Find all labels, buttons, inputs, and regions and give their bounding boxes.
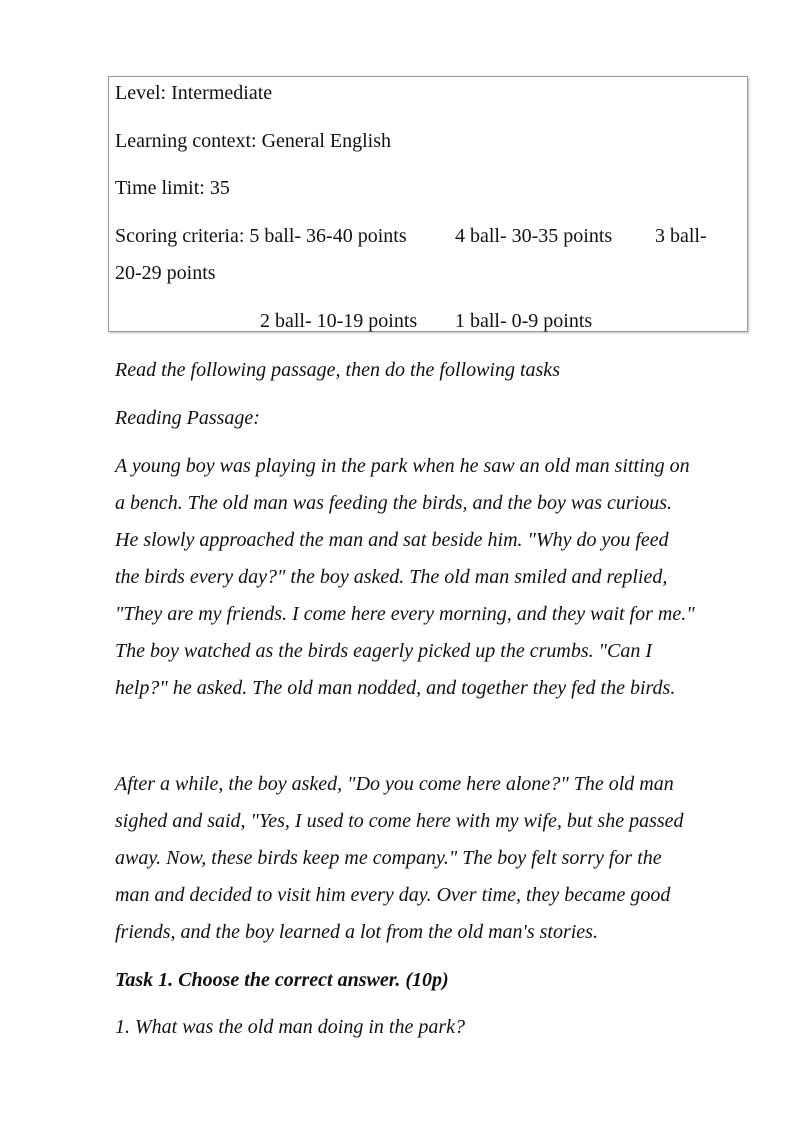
paragraph-line: a bench. The old man was feeding the birds, and the boy was curious.: [115, 492, 672, 514]
paragraph-line: sighed and said, "Yes, I used to come here with my wife, but she passed: [115, 810, 684, 832]
paragraph-line: A young boy was playing in the park when he saw an old man sitting on: [115, 455, 690, 477]
time-limit-label: Time limit: 35: [115, 177, 230, 199]
passage-heading: Reading Passage:: [115, 407, 260, 429]
paragraph-line: After a while, the boy asked, "Do you come here alone?" The old man: [115, 773, 674, 795]
paragraph-line: help?" he asked. The old man nodded, and together they fed the birds.: [115, 677, 676, 699]
paragraph-line: He slowly approached the man and sat beside him. "Why do you feed: [115, 529, 669, 551]
paragraph-line: friends, and the boy learned a lot from the old man's stories.: [115, 921, 598, 943]
level-label: Level: Intermediate: [115, 82, 273, 104]
paragraph-line: away. Now, these birds keep me company." The boy felt sorry for the: [115, 847, 662, 869]
info-box: [108, 76, 748, 332]
paragraph-line: the birds every day?" the boy asked. The old man smiled and replied,: [115, 566, 668, 588]
scoring-criteria-3-ball: 3 ball-: [655, 225, 707, 247]
paragraph-line: man and decided to visit him every day. Over time, they became good: [115, 884, 671, 906]
scoring-criteria-3-ball-range: 20-29 points: [115, 262, 216, 284]
scoring-criteria-4-ball: 4 ball- 30-35 points: [455, 225, 613, 247]
learning-context-label: Learning context: General English: [115, 130, 392, 152]
paragraph-line: The boy watched as the birds eagerly picked up the crumbs. "Can I: [115, 640, 653, 662]
instructions: Read the following passage, then do the following tasks: [115, 359, 560, 381]
paragraph-line: "They are my friends. I come here every morning, and they wait for me.": [115, 603, 695, 625]
scoring-criteria-5-ball: Scoring criteria: 5 ball- 36-40 points: [115, 225, 407, 247]
question-1: 1. What was the old man doing in the park?: [115, 1016, 465, 1038]
task-1-heading: Task 1. Choose the correct answer. (10p): [115, 969, 449, 991]
scoring-criteria-1-ball: 1 ball- 0-9 points: [455, 310, 593, 332]
scoring-criteria-2-ball: 2 ball- 10-19 points: [260, 310, 418, 332]
